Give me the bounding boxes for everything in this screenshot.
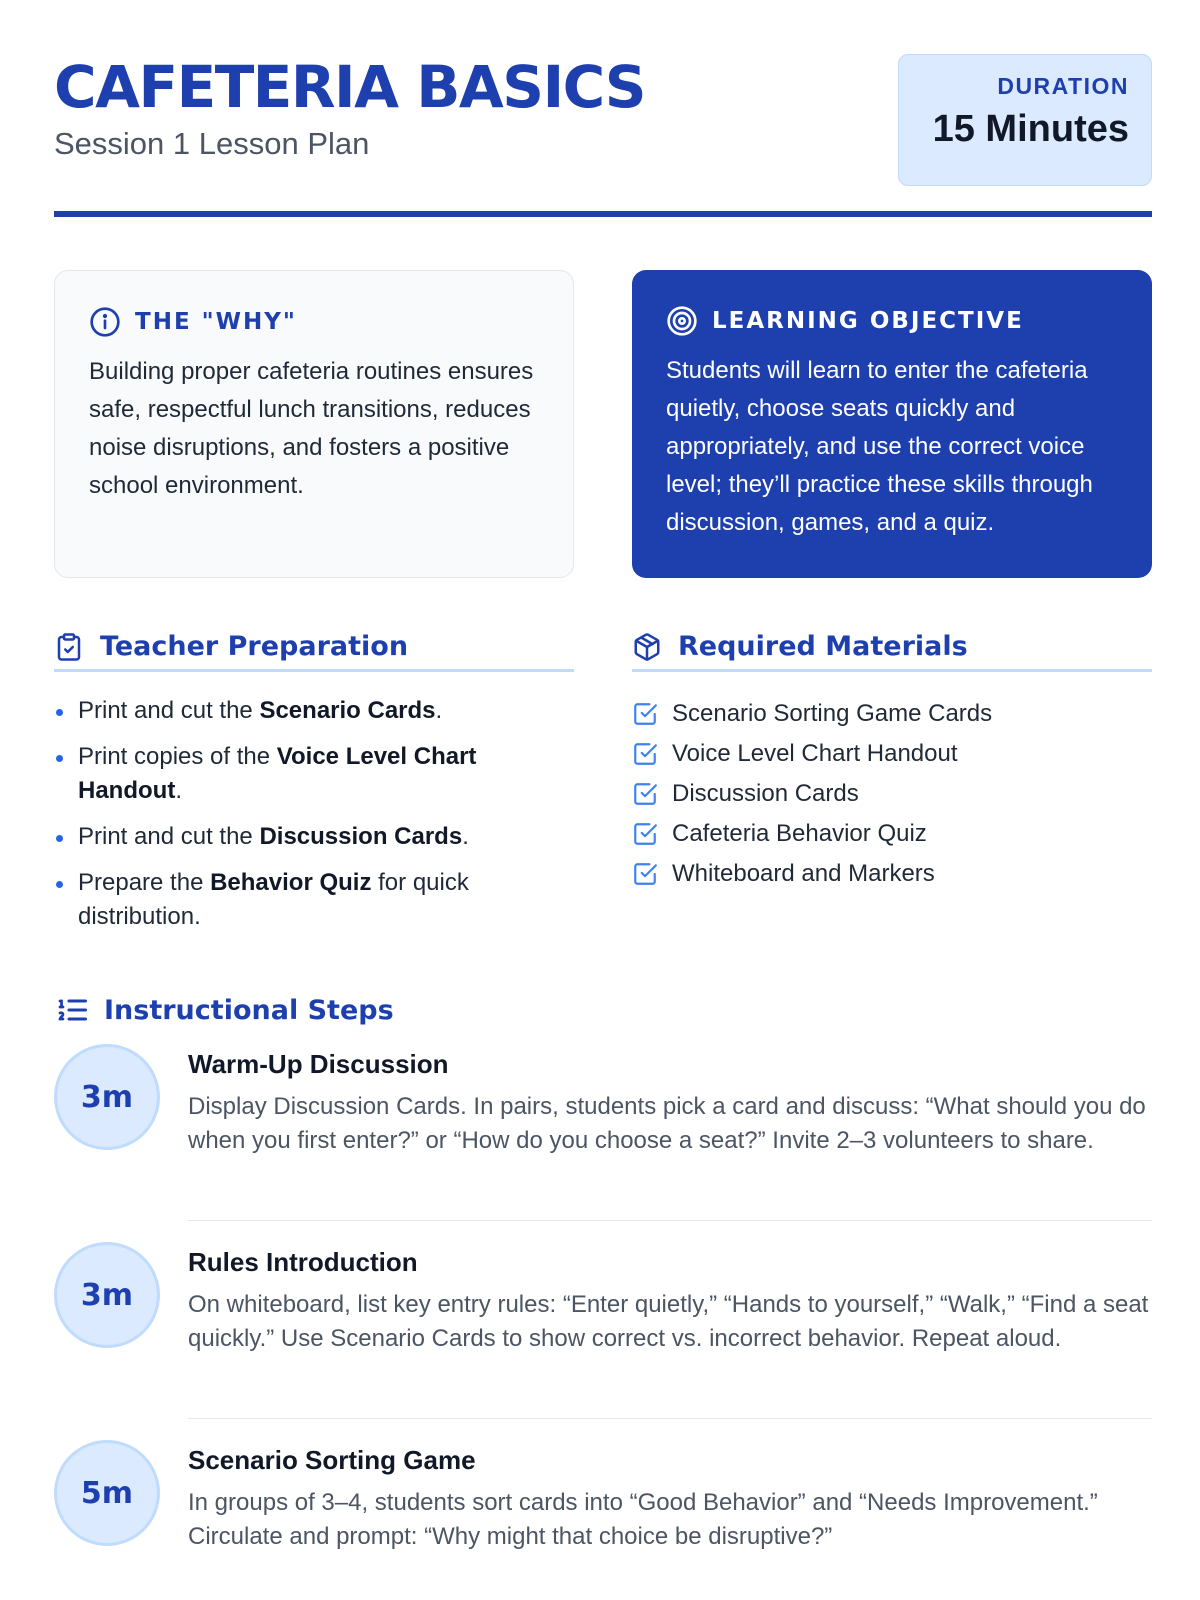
bullet [56, 709, 63, 716]
prep-text: . [462, 823, 469, 850]
material-item [632, 814, 1152, 854]
bullet [56, 881, 63, 888]
clipboard-check-icon [54, 632, 84, 662]
step-description: In groups of 3–4, students sort cards into “Good Behavior” and “Needs Improvement.” Circulate and prompt: “Why might that choice be disruptive?” [188, 1489, 1098, 1550]
material-label: Scenario Sorting Game Cards [672, 700, 993, 727]
checkbox-checked-icon [632, 741, 658, 767]
target-icon [666, 305, 698, 337]
step-divider [188, 1418, 1152, 1419]
prep-item [54, 694, 574, 728]
step-divider [188, 1220, 1152, 1221]
material-label: Whiteboard and Markers [672, 860, 935, 887]
prep-text: Print and cut the [78, 823, 260, 850]
material-item [632, 854, 1152, 894]
material-label: Voice Level Chart Handout [672, 740, 958, 767]
prep-item [54, 866, 574, 934]
prep-bold: Discussion Cards [259, 823, 463, 850]
checkbox-checked-icon [632, 701, 658, 727]
bullet [56, 755, 63, 762]
objective-card [632, 270, 1152, 578]
why-body: Building proper cafeteria routines ensures safe, respectful lunch transitions, reduces noise disruptions, and fosters a positive school environment. [89, 358, 534, 499]
ordered-list-icon [54, 992, 90, 1028]
prep-list [54, 694, 574, 934]
prep-bold: Behavior Quiz [210, 869, 372, 896]
instructional-steps-section [54, 990, 1152, 1030]
checkbox-checked-icon [632, 781, 658, 807]
duration-value: 15 Minutes [932, 108, 1129, 150]
teacher-preparation-section [54, 632, 574, 946]
step-description: On whiteboard, list key entry rules: “Enter quietly,” “Hands to yourself,” “Walk,” “Find a seat quickly.” Use Scenario Cards to show correct vs. incorrect behavior. Repeat aloud. [188, 1291, 1149, 1352]
header [54, 54, 1152, 194]
instructional-steps-title: Instructional Steps [104, 994, 394, 1026]
checkbox-checked-icon [632, 861, 658, 887]
materials-list [632, 694, 1152, 894]
page-subtitle: Session 1 Lesson Plan [54, 126, 370, 161]
checkbox-checked-icon [632, 821, 658, 847]
objective-title: LEARNING OBJECTIVE [712, 308, 1024, 334]
prep-bold: Voice Level Chart Handout [78, 743, 477, 804]
step-duration-badge: 5m [54, 1440, 160, 1546]
teacher-preparation-title: Teacher Preparation [100, 631, 409, 662]
prep-bold: Scenario Cards [259, 697, 436, 724]
page-title: CAFETERIA BASICS [54, 53, 646, 121]
prep-text: Print and cut the [78, 697, 260, 724]
step-duration-badge: 3m [54, 1242, 160, 1348]
material-label: Cafeteria Behavior Quiz [672, 820, 927, 847]
step-title: Rules Introduction [188, 1247, 418, 1277]
material-item [632, 774, 1152, 814]
why-title: THE "WHY" [135, 309, 297, 335]
material-label: Discussion Cards [672, 780, 859, 807]
required-materials-section [632, 632, 1152, 894]
prep-text: . [175, 777, 182, 804]
prep-text: Prepare the [78, 869, 211, 896]
duration-box [898, 54, 1152, 186]
lesson-plan-page [54, 0, 1152, 1600]
why-card [54, 270, 574, 578]
duration-label: DURATION [997, 73, 1129, 99]
material-item [632, 694, 1152, 734]
header-divider [54, 211, 1152, 217]
required-materials-title: Required Materials [678, 631, 968, 662]
bullet [56, 835, 63, 842]
prep-text: for quick distribution. [78, 869, 469, 930]
prep-text: Print copies of the [78, 743, 277, 770]
step-duration-badge: 3m [54, 1044, 160, 1150]
info-circle-icon [89, 306, 121, 338]
step-description: Display Discussion Cards. In pairs, students pick a card and discuss: “What should you do when you first enter?” or “How do you choose a seat?” Invite 2–3 volunteers to share. [188, 1093, 1146, 1154]
prep-item [54, 820, 574, 854]
material-item [632, 734, 1152, 774]
step-title: Warm-Up Discussion [188, 1049, 449, 1079]
prep-item [54, 740, 574, 808]
objective-body: Students will learn to enter the cafeteria quietly, choose seats quickly and appropriately, and use the correct voice level; they’ll practice these skills through discussion, games, and a quiz. [666, 357, 1093, 536]
prep-text: . [435, 697, 443, 724]
step-title: Scenario Sorting Game [188, 1445, 476, 1475]
package-icon [632, 632, 662, 662]
